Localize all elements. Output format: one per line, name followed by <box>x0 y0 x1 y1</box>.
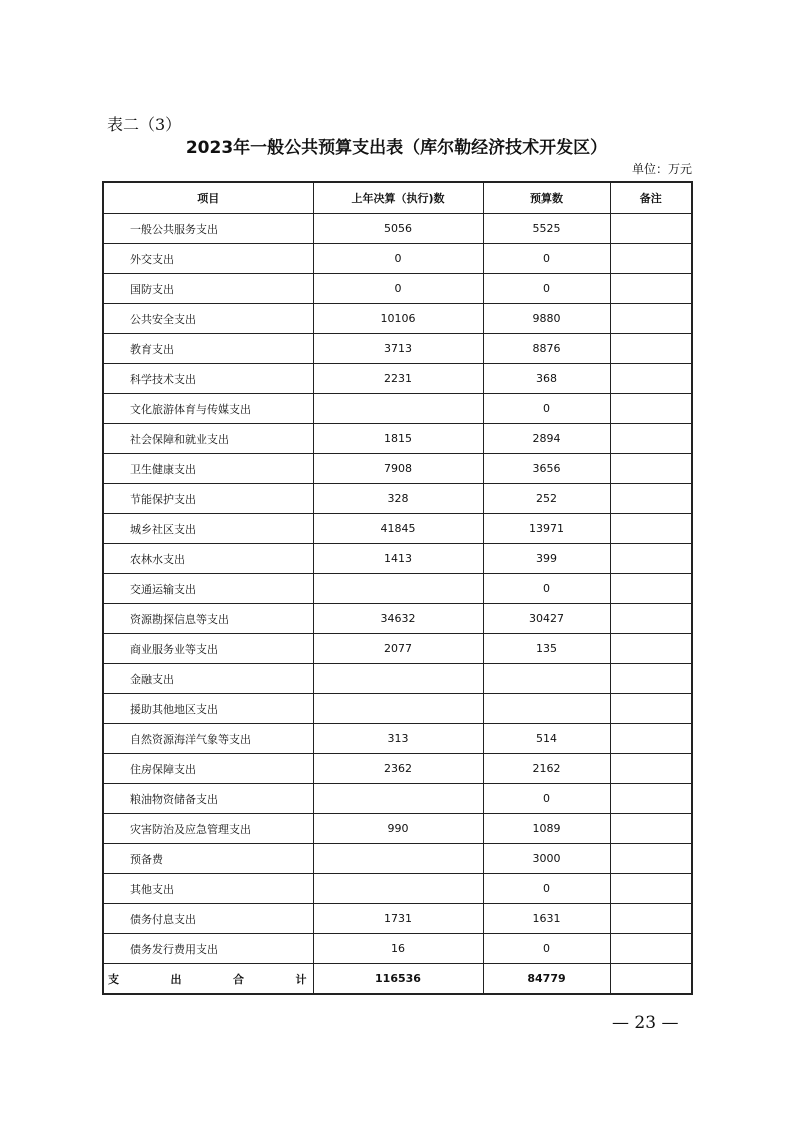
row-budget-cell: 0 <box>483 784 610 814</box>
row-note-cell <box>610 754 692 784</box>
row-prev-cell <box>313 664 483 694</box>
table-row <box>103 724 692 754</box>
row-note-cell <box>610 574 692 604</box>
row-budget-cell: 8876 <box>483 334 610 364</box>
row-budget-cell: 0 <box>483 574 610 604</box>
row-note-cell <box>610 664 692 694</box>
row-prev-cell: 2077 <box>313 634 483 664</box>
row-prev-cell: 1731 <box>313 904 483 934</box>
total-budget: 84779 <box>483 964 610 995</box>
row-note-cell <box>610 364 692 394</box>
row-note-cell <box>610 934 692 964</box>
table-row <box>103 364 692 394</box>
row-prev-cell: 313 <box>313 724 483 754</box>
row-prev-cell: 2362 <box>313 754 483 784</box>
row-name-cell: 外交支出 <box>103 244 313 274</box>
row-budget-cell: 135 <box>483 634 610 664</box>
row-note-cell <box>610 904 692 934</box>
total-label <box>103 964 313 995</box>
table-row <box>103 544 692 574</box>
table-row <box>103 694 692 724</box>
row-name-cell: 债务付息支出 <box>103 904 313 934</box>
table-row <box>103 394 692 424</box>
table-body <box>103 214 692 964</box>
row-name-cell: 债务发行费用支出 <box>103 934 313 964</box>
row-budget-cell: 0 <box>483 934 610 964</box>
row-budget-cell <box>483 694 610 724</box>
row-budget-cell: 252 <box>483 484 610 514</box>
row-name-cell: 商业服务业等支出 <box>103 634 313 664</box>
row-prev-cell: 7908 <box>313 454 483 484</box>
row-note-cell <box>610 304 692 334</box>
row-budget-cell: 0 <box>483 394 610 424</box>
row-name-cell: 社会保障和就业支出 <box>103 424 313 454</box>
row-prev-cell <box>313 874 483 904</box>
row-prev-cell: 328 <box>313 484 483 514</box>
row-budget-cell: 1089 <box>483 814 610 844</box>
row-prev-cell: 16 <box>313 934 483 964</box>
row-note-cell <box>610 484 692 514</box>
row-name-cell: 资源勘探信息等支出 <box>103 604 313 634</box>
total-prev: 116536 <box>313 964 483 995</box>
row-name-cell: 农林水支出 <box>103 544 313 574</box>
row-prev-cell <box>313 694 483 724</box>
row-name-cell: 城乡社区支出 <box>103 514 313 544</box>
row-budget-cell: 1631 <box>483 904 610 934</box>
row-budget-cell: 30427 <box>483 604 610 634</box>
row-budget-cell: 399 <box>483 544 610 574</box>
table-row <box>103 514 692 544</box>
table-row <box>103 274 692 304</box>
table-row <box>103 604 692 634</box>
row-name-cell: 科学技术支出 <box>103 364 313 394</box>
row-name-cell: 文化旅游体育与传媒支出 <box>103 394 313 424</box>
row-prev-cell: 5056 <box>313 214 483 244</box>
row-name-cell: 援助其他地区支出 <box>103 694 313 724</box>
row-note-cell <box>610 214 692 244</box>
row-note-cell <box>610 874 692 904</box>
table-row <box>103 754 692 784</box>
row-name-cell: 卫生健康支出 <box>103 454 313 484</box>
row-budget-cell: 0 <box>483 244 610 274</box>
table-header-row <box>103 182 692 214</box>
row-name-cell: 粮油物资储备支出 <box>103 784 313 814</box>
table-row <box>103 214 692 244</box>
total-row <box>103 964 692 995</box>
column-header-note: 备注 <box>610 182 692 214</box>
row-prev-cell: 1815 <box>313 424 483 454</box>
row-budget-cell <box>483 664 610 694</box>
row-budget-cell: 9880 <box>483 304 610 334</box>
table-row <box>103 664 692 694</box>
row-name-cell: 金融支出 <box>103 664 313 694</box>
table-row <box>103 454 692 484</box>
row-prev-cell: 2231 <box>313 364 483 394</box>
column-header-item: 项目 <box>103 182 313 214</box>
row-name-cell: 灾害防治及应急管理支出 <box>103 814 313 844</box>
row-note-cell <box>610 634 692 664</box>
table-row <box>103 334 692 364</box>
row-note-cell <box>610 334 692 364</box>
row-prev-cell: 3713 <box>313 334 483 364</box>
row-note-cell <box>610 394 692 424</box>
table-row <box>103 874 692 904</box>
column-header-budget: 预算数 <box>483 182 610 214</box>
row-prev-cell: 990 <box>313 814 483 844</box>
row-budget-cell: 2894 <box>483 424 610 454</box>
row-note-cell <box>610 844 692 874</box>
total-label-char: 出 <box>170 972 182 986</box>
row-budget-cell: 5525 <box>483 214 610 244</box>
table-row <box>103 784 692 814</box>
row-note-cell <box>610 514 692 544</box>
row-budget-cell: 3656 <box>483 454 610 484</box>
row-budget-cell: 13971 <box>483 514 610 544</box>
row-name-cell: 国防支出 <box>103 274 313 304</box>
row-note-cell <box>610 784 692 814</box>
row-name-cell: 预备费 <box>103 844 313 874</box>
row-note-cell <box>610 424 692 454</box>
row-budget-cell: 0 <box>483 874 610 904</box>
row-prev-cell: 0 <box>313 244 483 274</box>
row-prev-cell <box>313 394 483 424</box>
row-note-cell <box>610 274 692 304</box>
row-prev-cell <box>313 784 483 814</box>
table-row <box>103 574 692 604</box>
row-prev-cell: 10106 <box>313 304 483 334</box>
page-number: — 23 — <box>612 1013 679 1033</box>
row-budget-cell: 0 <box>483 274 610 304</box>
table-row <box>103 814 692 844</box>
row-note-cell <box>610 244 692 274</box>
budget-table <box>102 181 693 995</box>
row-note-cell <box>610 694 692 724</box>
row-name-cell: 公共安全支出 <box>103 304 313 334</box>
row-prev-cell: 1413 <box>313 544 483 574</box>
row-name-cell: 交通运输支出 <box>103 574 313 604</box>
row-budget-cell: 368 <box>483 364 610 394</box>
row-note-cell <box>610 724 692 754</box>
table-row <box>103 304 692 334</box>
page-title: 2023年一般公共预算支出表（库尔勒经济技术开发区） <box>185 138 608 158</box>
table-row <box>103 904 692 934</box>
total-label-char: 计 <box>295 972 307 986</box>
row-note-cell <box>610 454 692 484</box>
table-row <box>103 244 692 274</box>
table-row <box>103 844 692 874</box>
row-name-cell: 其他支出 <box>103 874 313 904</box>
row-name-cell: 节能保护支出 <box>103 484 313 514</box>
row-prev-cell: 41845 <box>313 514 483 544</box>
table-number-label: 表二（3） <box>107 115 182 134</box>
row-note-cell <box>610 814 692 844</box>
table-row <box>103 484 692 514</box>
row-note-cell <box>610 544 692 574</box>
total-label-char: 支 <box>108 972 119 986</box>
column-header-prev: 上年决算（执行)数 <box>313 182 483 214</box>
row-prev-cell: 0 <box>313 274 483 304</box>
table-row <box>103 934 692 964</box>
row-budget-cell: 2162 <box>483 754 610 784</box>
table-row <box>103 634 692 664</box>
total-label-char: 合 <box>233 972 244 986</box>
row-prev-cell: 34632 <box>313 604 483 634</box>
total-note <box>610 964 692 995</box>
table-row <box>103 424 692 454</box>
row-prev-cell <box>313 844 483 874</box>
row-name-cell: 教育支出 <box>103 334 313 364</box>
row-budget-cell: 3000 <box>483 844 610 874</box>
unit-label: 单位：万元 <box>631 162 692 176</box>
row-name-cell: 自然资源海洋气象等支出 <box>103 724 313 754</box>
row-note-cell <box>610 604 692 634</box>
row-prev-cell <box>313 574 483 604</box>
row-name-cell: 住房保障支出 <box>103 754 313 784</box>
row-budget-cell: 514 <box>483 724 610 754</box>
row-name-cell: 一般公共服务支出 <box>103 214 313 244</box>
